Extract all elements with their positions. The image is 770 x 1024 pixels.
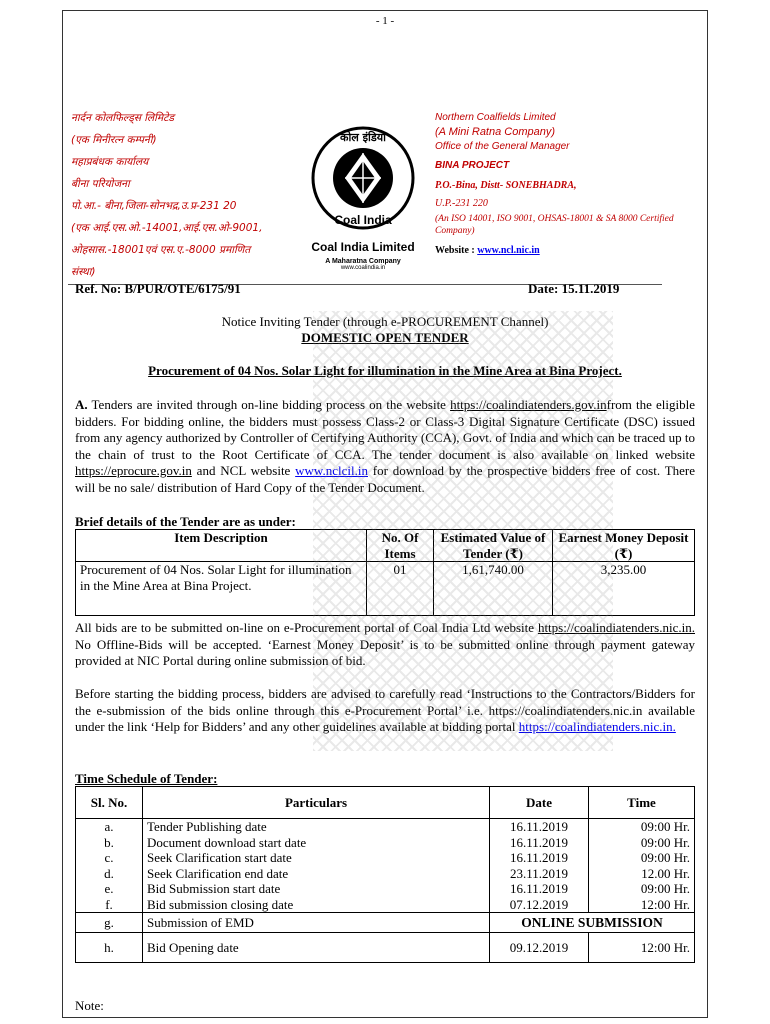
particular: Seek Clarification end date: [143, 866, 490, 882]
hindi-address-block: [71, 107, 311, 283]
table-header-row: [76, 787, 695, 819]
table-row: [76, 819, 695, 835]
schedule-time: 09:00 Hr.: [589, 881, 695, 897]
hindi-line: महाप्रबंधक कार्यालय: [71, 156, 149, 168]
logo-tagline: A Maharatna Company: [325, 258, 401, 265]
table-row: [76, 933, 695, 963]
table-header-row: [76, 530, 695, 562]
para-text: and NCL website: [191, 463, 296, 478]
sl-no: d.: [76, 866, 143, 882]
bidding-portal-link[interactable]: https://coalindiatenders.nic.in.: [518, 719, 676, 734]
sl-no: h.: [76, 933, 143, 963]
hindi-line: ओहसास.-18001एवं एस.ए.-8000 प्रमाणित: [71, 244, 251, 256]
sl-no: g.: [76, 913, 143, 933]
schedule-date: 07.12.2019: [490, 897, 589, 913]
hindi-line: बीना परियोजना: [71, 178, 130, 190]
notice-date: Date: 15.11.2019: [528, 281, 620, 296]
sl-no: c.: [76, 850, 143, 866]
schedule-time: 12:00 Hr.: [589, 933, 695, 963]
schedule-date: 23.11.2019: [490, 866, 589, 882]
sl-no: e.: [76, 881, 143, 897]
table-row: [76, 897, 695, 913]
particular: Submission of EMD: [143, 913, 490, 933]
para-text: Before starting the bidding process, bidders are advised to carefully read ‘Instructions to the Contractors/Bidders for the e-submission of the bids online through this e-Procurement Portal’ i.e. https://coalindiatenders.nic.in available under the link ‘Help for Bidders’ and any other guidelines available at bidding portal: [75, 686, 695, 734]
schedule-date: 16.11.2019: [490, 819, 589, 835]
estimated-value: 1,61,740.00: [434, 562, 553, 616]
sl-no: b.: [76, 835, 143, 851]
schedule-heading: Time Schedule of Tender:: [75, 771, 218, 786]
schedule-date: 16.11.2019: [490, 881, 589, 897]
paragraph-before: [75, 686, 695, 736]
postal-pin: U.P.-231 220: [435, 198, 488, 209]
col-header: No. Of Items: [367, 530, 434, 562]
para-text: All bids are to be submitted on-line on e-Procurement portal of Coal India Ltd website: [75, 620, 538, 635]
col-header: Estimated Value of Tender (₹): [434, 530, 553, 562]
item-description: Procurement of 04 Nos. Solar Light for illumination in the Mine Area at Bina Project.: [76, 562, 367, 616]
col-header: Date: [490, 787, 589, 819]
company-type: (A Mini Ratna Company): [435, 126, 556, 138]
col-header: Particulars: [143, 787, 490, 819]
schedule-date: 16.11.2019: [490, 835, 589, 851]
sl-no: a.: [76, 819, 143, 835]
website-link[interactable]: www.ncl.nic.in: [477, 245, 540, 256]
emd-mode: ONLINE SUBMISSION: [490, 913, 695, 933]
logo-top-text: कोल इंडिया: [340, 131, 386, 144]
tender-type: DOMESTIC OPEN TENDER: [301, 330, 469, 345]
ncl-website-link[interactable]: www.nclcil.in: [295, 463, 368, 478]
brief-details-heading: Brief details of the Tender are as under:: [75, 514, 296, 529]
tender-subject: Procurement of 04 Nos. Solar Light for illumination in the Mine Area at Bina Project.: [148, 363, 622, 378]
hindi-line: नार्दन कोलफिल्ड्स लिमिटेड: [71, 112, 175, 124]
hindi-line: पो.आ.- बीना,जिला-सोनभद्र,उ.प्र-231 20: [71, 200, 237, 212]
eprocure-link[interactable]: https://eprocure.gov.in: [75, 463, 192, 478]
schedule-time: 09:00 Hr.: [589, 835, 695, 851]
company-name: Northern Coalfields Limited: [435, 112, 556, 123]
paragraph-a: [75, 397, 695, 496]
brief-details-table: [75, 529, 695, 616]
particular: Tender Publishing date: [143, 819, 490, 835]
particular: Bid Opening date: [143, 933, 490, 963]
schedule-time: 12.00 Hr.: [589, 866, 695, 882]
logo-bottom-text: Coal India: [334, 213, 392, 227]
table-row: [76, 562, 695, 616]
paragraph-bids: [75, 620, 695, 670]
table-row: [76, 850, 695, 866]
website-line: [435, 245, 685, 256]
document-page: [62, 10, 708, 1018]
sl-no: f.: [76, 897, 143, 913]
office-name: Office of the General Manager: [435, 141, 570, 152]
postal-address: P.O.-Bina, Distt- SONEBHADRA,: [435, 180, 577, 191]
particular: Bid Submission start date: [143, 881, 490, 897]
schedule-time: 09:00 Hr.: [589, 850, 695, 866]
coal-india-emblem-icon: [303, 123, 423, 233]
earnest-money: 3,235.00: [553, 562, 695, 616]
table-row: [76, 913, 695, 933]
logo-company-name: Coal India Limited: [311, 240, 415, 254]
para-text: for download by the prospective bidders free of cost. There will be no sale/ distribution of Hard Copy of the Tender Document.: [75, 463, 696, 495]
hindi-line: संस्था): [71, 266, 96, 278]
notice-title: Notice Inviting Tender (through e-PROCUREMENT Channel): [221, 314, 549, 329]
para-text: No Offline-Bids will be accepted. ‘Earnest Money Deposit’ is to be submitted online through payment gateway provided at NIC Portal during online submission of bid.: [75, 636, 695, 668]
reference-number: Ref. No: B/PUR/OTE/6175/91: [75, 281, 241, 296]
item-count: 01: [367, 562, 434, 616]
table-row: [76, 881, 695, 897]
schedule-date: 16.11.2019: [490, 850, 589, 866]
coal-india-logo: [303, 123, 423, 273]
para-text: Tenders are invited through on-line bidding process on the website: [87, 397, 451, 412]
hindi-line: (एक मिनीरत्न कम्पनी): [71, 134, 157, 146]
col-header: Sl. No.: [76, 787, 143, 819]
page-number: - 1 -: [375, 15, 395, 27]
particular: Bid submission closing date: [143, 897, 490, 913]
project-name: BINA PROJECT: [435, 160, 510, 171]
particular: Document download start date: [143, 835, 490, 851]
portal-link[interactable]: https://coalindiatenders.nic.in.: [537, 620, 695, 635]
website-label: Website :: [435, 245, 478, 256]
table-row: [76, 835, 695, 851]
col-header: Earnest Money Deposit (₹): [553, 530, 695, 562]
coalindiatenders-link[interactable]: https://coalindiatenders.gov.in: [450, 397, 607, 412]
para-text: from the eligible bidders. For bidding online, the bidders must possess Class-2 or Class-3 Digital Signature Certificate (DSC) issued from any agency authorized by Controller of Certifying Authority (CCA), Govt. of India and which can be traced up to the chain of trust to the Root Certificate of CCA. The tender document is also available on linked website: [75, 397, 695, 462]
col-header: Item Description: [76, 530, 367, 562]
schedule-time: 12:00 Hr.: [589, 897, 695, 913]
logo-website: www.coalindia.in: [340, 265, 386, 271]
para-label: A.: [75, 397, 88, 412]
schedule-table: [75, 786, 695, 963]
schedule-time: 09:00 Hr.: [589, 819, 695, 835]
certification-note: (An ISO 14001, ISO 9001, OHSAS-18001 & SA 8000 Certified Company): [435, 214, 674, 236]
schedule-date: 09.12.2019: [490, 933, 589, 963]
hindi-line: (एक आई.एस.ओ.-14001,आई.एस.ओ-9001,: [71, 222, 263, 234]
english-address-block: [435, 111, 685, 256]
table-row: [76, 866, 695, 882]
note-label: Note:: [75, 998, 104, 1013]
col-header: Time: [589, 787, 695, 819]
particular: Seek Clarification start date: [143, 850, 490, 866]
